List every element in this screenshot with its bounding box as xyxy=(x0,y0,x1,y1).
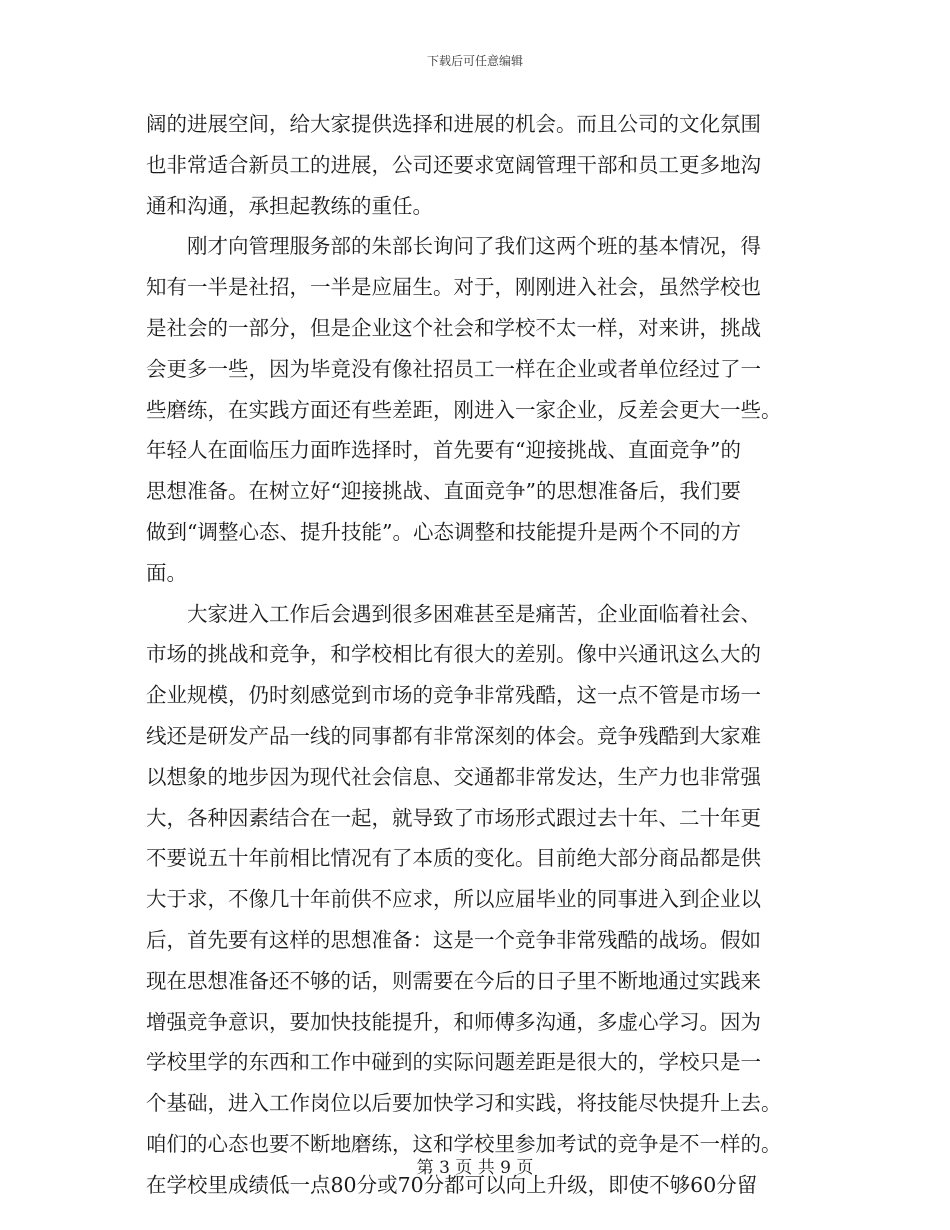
text-line: 线还是研发产品一线的同事都有非常深刻的体会。竞争残酷到大家难 xyxy=(146,723,761,748)
text-line: 大于求，不像几十年前供不应求，所以应届毕业的同事进入到企业以 xyxy=(146,887,761,912)
text-line: 做到“调整心态、提升技能”。心态调整和技能提升是两个不同的方 xyxy=(146,519,741,544)
text-line: 通和沟通，承担起教练的重任。 xyxy=(146,193,433,218)
text-line: 是社会的一部分，但是企业这个社会和学校不太一样，对来讲，挑战 xyxy=(146,315,761,340)
text-line: 以想象的地步因为现代社会信息、交通都非常发达，生产力也非常强 xyxy=(146,764,761,789)
text-line: 大，各种因素结合在一起，就导致了市场形式跟过去十年、二十年更 xyxy=(146,805,761,830)
text-line: 些磨练，在实践方面还有些差距，刚进入一家企业，反差会更大一些。 xyxy=(146,397,782,422)
page-header: 下载后可任意编辑 xyxy=(426,54,523,68)
text-line: 市场的挑战和竞争，和学校相比有很大的差别。像中兴通讯这么大的 xyxy=(146,642,761,667)
text-line: 咱们的心态也要不断地磨练，这和学校里参加考试的竞争是不一样的。 xyxy=(146,1131,782,1156)
text-line: 阔的进展空间，给大家提供选择和进展的机会。而且公司的文化氛围 xyxy=(146,112,761,136)
text-line: 年轻人在面临压力面昨选择时，首先要有“迎接挑战、直面竞争”的 xyxy=(146,438,741,463)
text-line: 在学校里成绩低一点80分或70分都可以向上升级，即使不够60分留 xyxy=(146,1172,758,1197)
text-line: 大家进入工作后会遇到很多困难甚至是痛苦，企业面临着社会、 xyxy=(146,601,761,626)
document-body xyxy=(146,104,806,1206)
text-line: 个基础，进入工作岗位以后要加快学习和实践，将技能尽快提升上去。 xyxy=(146,1091,782,1116)
text-line: 后，首先要有这样的思想准备：这是一个竞争非常残酷的战场。假如 xyxy=(146,927,761,952)
text-line: 面。 xyxy=(146,560,187,585)
text-line: 不要说五十年前相比情况有了本质的变化。目前绝大部分商品都是供 xyxy=(146,846,761,871)
text-line: 会更多一些，因为毕竟没有像社招员工一样在企业或者单位经过了一 xyxy=(146,356,761,381)
text-line: 知有一半是社招，一半是应届生。对于，刚刚进入社会，虽然学校也 xyxy=(146,275,761,300)
text-line: 现在思想准备还不够的话，则需要在今后的日子里不断地通过实践来 xyxy=(146,968,761,993)
text-line: 企业规模，仍时刻感觉到市场的竞争非常残酷，这一点不管是市场一 xyxy=(146,683,761,708)
text-line: 思想准备。在树立好“迎接挑战、直面竞争”的思想准备后，我们要 xyxy=(146,479,741,504)
text-line: 也非常适合新员工的进展，公司还要求宽阔管理干部和员工更多地沟 xyxy=(146,152,761,177)
text-line: 增强竞争意识，要加快技能提升，和师傅多沟通，多虚心学习。因为 xyxy=(146,1009,761,1034)
text-line: 学校里学的东西和工作中碰到的实际问题差距是很大的，学校只是一 xyxy=(146,1050,761,1075)
text-line: 刚才向管理服务部的朱部长询问了我们这两个班的基本情况，得 xyxy=(146,234,761,259)
page-footer: 第 3 页 共 9 页 xyxy=(416,1158,534,1178)
